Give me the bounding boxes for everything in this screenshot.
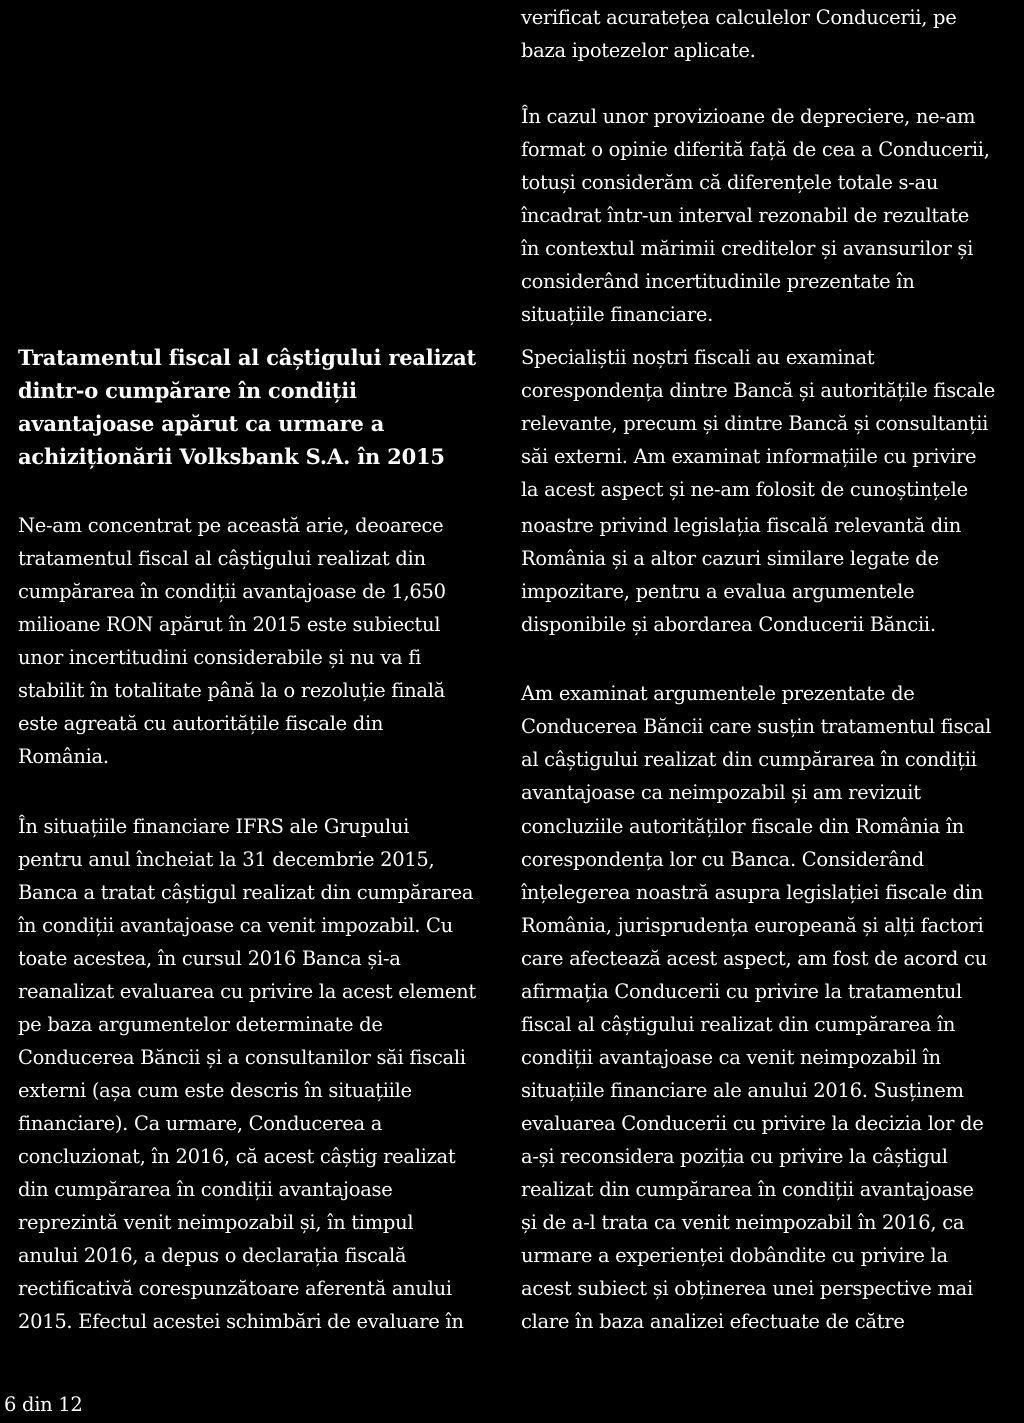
text-line: disponibile și abordarea Conducerii Băncii.: [521, 613, 936, 636]
text-line: considerând incertitudinile prezentate în: [521, 270, 915, 293]
text-line: situațiile financiare ale anului 2016. Susținem: [521, 1079, 964, 1102]
text-line: este agreată cu autoritățile fiscale din: [18, 712, 384, 735]
text-line: în condiții avantajoase ca venit impozabil. Cu: [18, 914, 453, 937]
text-line: Ne-am concentrat pe această arie, deoarece: [18, 514, 444, 537]
text-line: pentru anul încheiat la 31 decembrie 2015,: [18, 848, 435, 871]
text-line: anului 2016, a depus o declarația fiscală: [18, 1244, 407, 1267]
heading-line: achiziționării Volksbank S.A. în 2015: [18, 444, 445, 469]
text-line: încadrat într-un interval rezonabil de rezultate: [521, 204, 970, 227]
text-line: și de a-l trata ca venit neimpozabil în 2016, ca: [521, 1211, 965, 1234]
text-line: concluziile autorităților fiscale din România în: [521, 815, 965, 838]
heading-line: Tratamentul fiscal al câștigului realizat: [18, 345, 476, 370]
text-line: la acest aspect și ne-am folosit de cunoștințele: [521, 478, 968, 501]
text-line: evaluarea Conducerii cu privire la decizia lor de: [521, 1112, 984, 1135]
text-line: al câștigului realizat din cumpărarea în condiții: [521, 748, 977, 771]
text-line: toate acestea, în cursul 2016 Banca și-a: [18, 947, 401, 970]
text-line: tratamentul fiscal al câștigului realizat din: [18, 547, 426, 570]
text-line: reanalizat evaluarea cu privire la acest element: [18, 980, 476, 1003]
text-line: România.: [18, 745, 109, 768]
text-line: Am examinat argumentele prezentate de: [521, 682, 915, 705]
page-number: 6 din 12: [4, 1393, 83, 1416]
text-line: relevante, precum și dintre Bancă și consultanții: [521, 412, 989, 435]
text-line: realizat din cumpărarea în condiții avantajoase: [521, 1178, 974, 1201]
text-line: Specialiștii noștri fiscali au examinat: [521, 346, 875, 369]
text-line: România, jurisprudența europeană și alți factori: [521, 914, 984, 937]
text-line: externi (așa cum este descris în situațiile: [18, 1079, 412, 1102]
text-line: corespondența lor cu Banca. Considerând: [521, 848, 924, 871]
text-line: înțelegerea noastră asupra legislației fiscale din: [521, 881, 984, 904]
text-line: rectificativă corespunzătoare aferentă anului: [18, 1277, 452, 1300]
text-line: Conducerea Băncii care susțin tratamentul fiscal: [521, 715, 992, 738]
text-line: Banca a tratat câștigul realizat din cumpărarea: [18, 881, 474, 904]
text-line: afirmația Conducerii cu privire la tratamentul: [521, 980, 962, 1003]
text-line: România și a altor cazuri similare legate de: [521, 547, 939, 570]
text-line: Conducerea Băncii și a consultanilor săi fiscali: [18, 1046, 466, 1069]
text-line: care afectează acest aspect, am fost de acord cu: [521, 947, 987, 970]
text-line: În situațiile financiare IFRS ale Grupului: [18, 815, 410, 838]
text-line: a-și reconsidera poziția cu privire la câștigul: [521, 1145, 948, 1168]
text-line: din cumpărarea în condiții avantajoase: [18, 1178, 393, 1201]
text-line: impozitare, pentru a evalua argumentele: [521, 580, 915, 603]
text-line: milioane RON apărut în 2015 este subiectul: [18, 613, 441, 636]
text-line: financiare). Ca urmare, Conducerea a: [18, 1112, 383, 1135]
text-line: totuși considerăm că diferențele totale s-au: [521, 171, 939, 194]
text-line: baza ipotezelor aplicate.: [521, 39, 756, 62]
text-line: avantajoase ca neimpozabil și am revizuit: [521, 781, 921, 804]
text-line: concluzionat, în 2016, că acest câștig realizat: [18, 1145, 456, 1168]
text-line: unor incertitudini considerabile și nu va fi: [18, 646, 422, 669]
text-line: clare în baza analizei efectuate de către: [521, 1310, 905, 1333]
text-line: verificat acuratețea calculelor Conducerii, pe: [521, 6, 957, 29]
text-line: În cazul unor provizioane de depreciere, ne-am: [521, 105, 976, 128]
text-line: urmare a experienței dobândite cu privire la: [521, 1244, 948, 1267]
text-line: pe baza argumentelor determinate de: [18, 1013, 383, 1036]
text-line: corespondența dintre Bancă și autoritățile fiscale: [521, 379, 996, 402]
text-line: săi externi. Am examinat informațiile cu privire: [521, 445, 977, 468]
text-line: în contextul mărimii creditelor și avansurilor și: [521, 237, 974, 260]
heading-line: avantajoase apărut ca urmare a: [18, 411, 385, 436]
text-line: situațiile financiare.: [521, 303, 713, 326]
text-line: 2015. Efectul acestei schimbări de evaluare în: [18, 1310, 464, 1333]
text-line: reprezintă venit neimpozabil și, în timpul: [18, 1211, 414, 1234]
text-line: stabilit în totalitate până la o rezoluție finală: [18, 679, 446, 702]
text-line: acest subiect și obținerea unei perspective mai: [521, 1277, 973, 1300]
text-line: fiscal al câștigului realizat din cumpărarea în: [521, 1013, 956, 1036]
text-line: condiții avantajoase ca venit neimpozabil în: [521, 1046, 941, 1069]
text-line: format o opinie diferită față de cea a Conducerii,: [521, 138, 990, 161]
text-line: cumpărarea în condiții avantajoase de 1,650: [18, 580, 446, 603]
heading-line: dintr-o cumpărare în condiții: [18, 378, 357, 403]
text-line: noastre privind legislația fiscală relevantă din: [521, 514, 962, 537]
